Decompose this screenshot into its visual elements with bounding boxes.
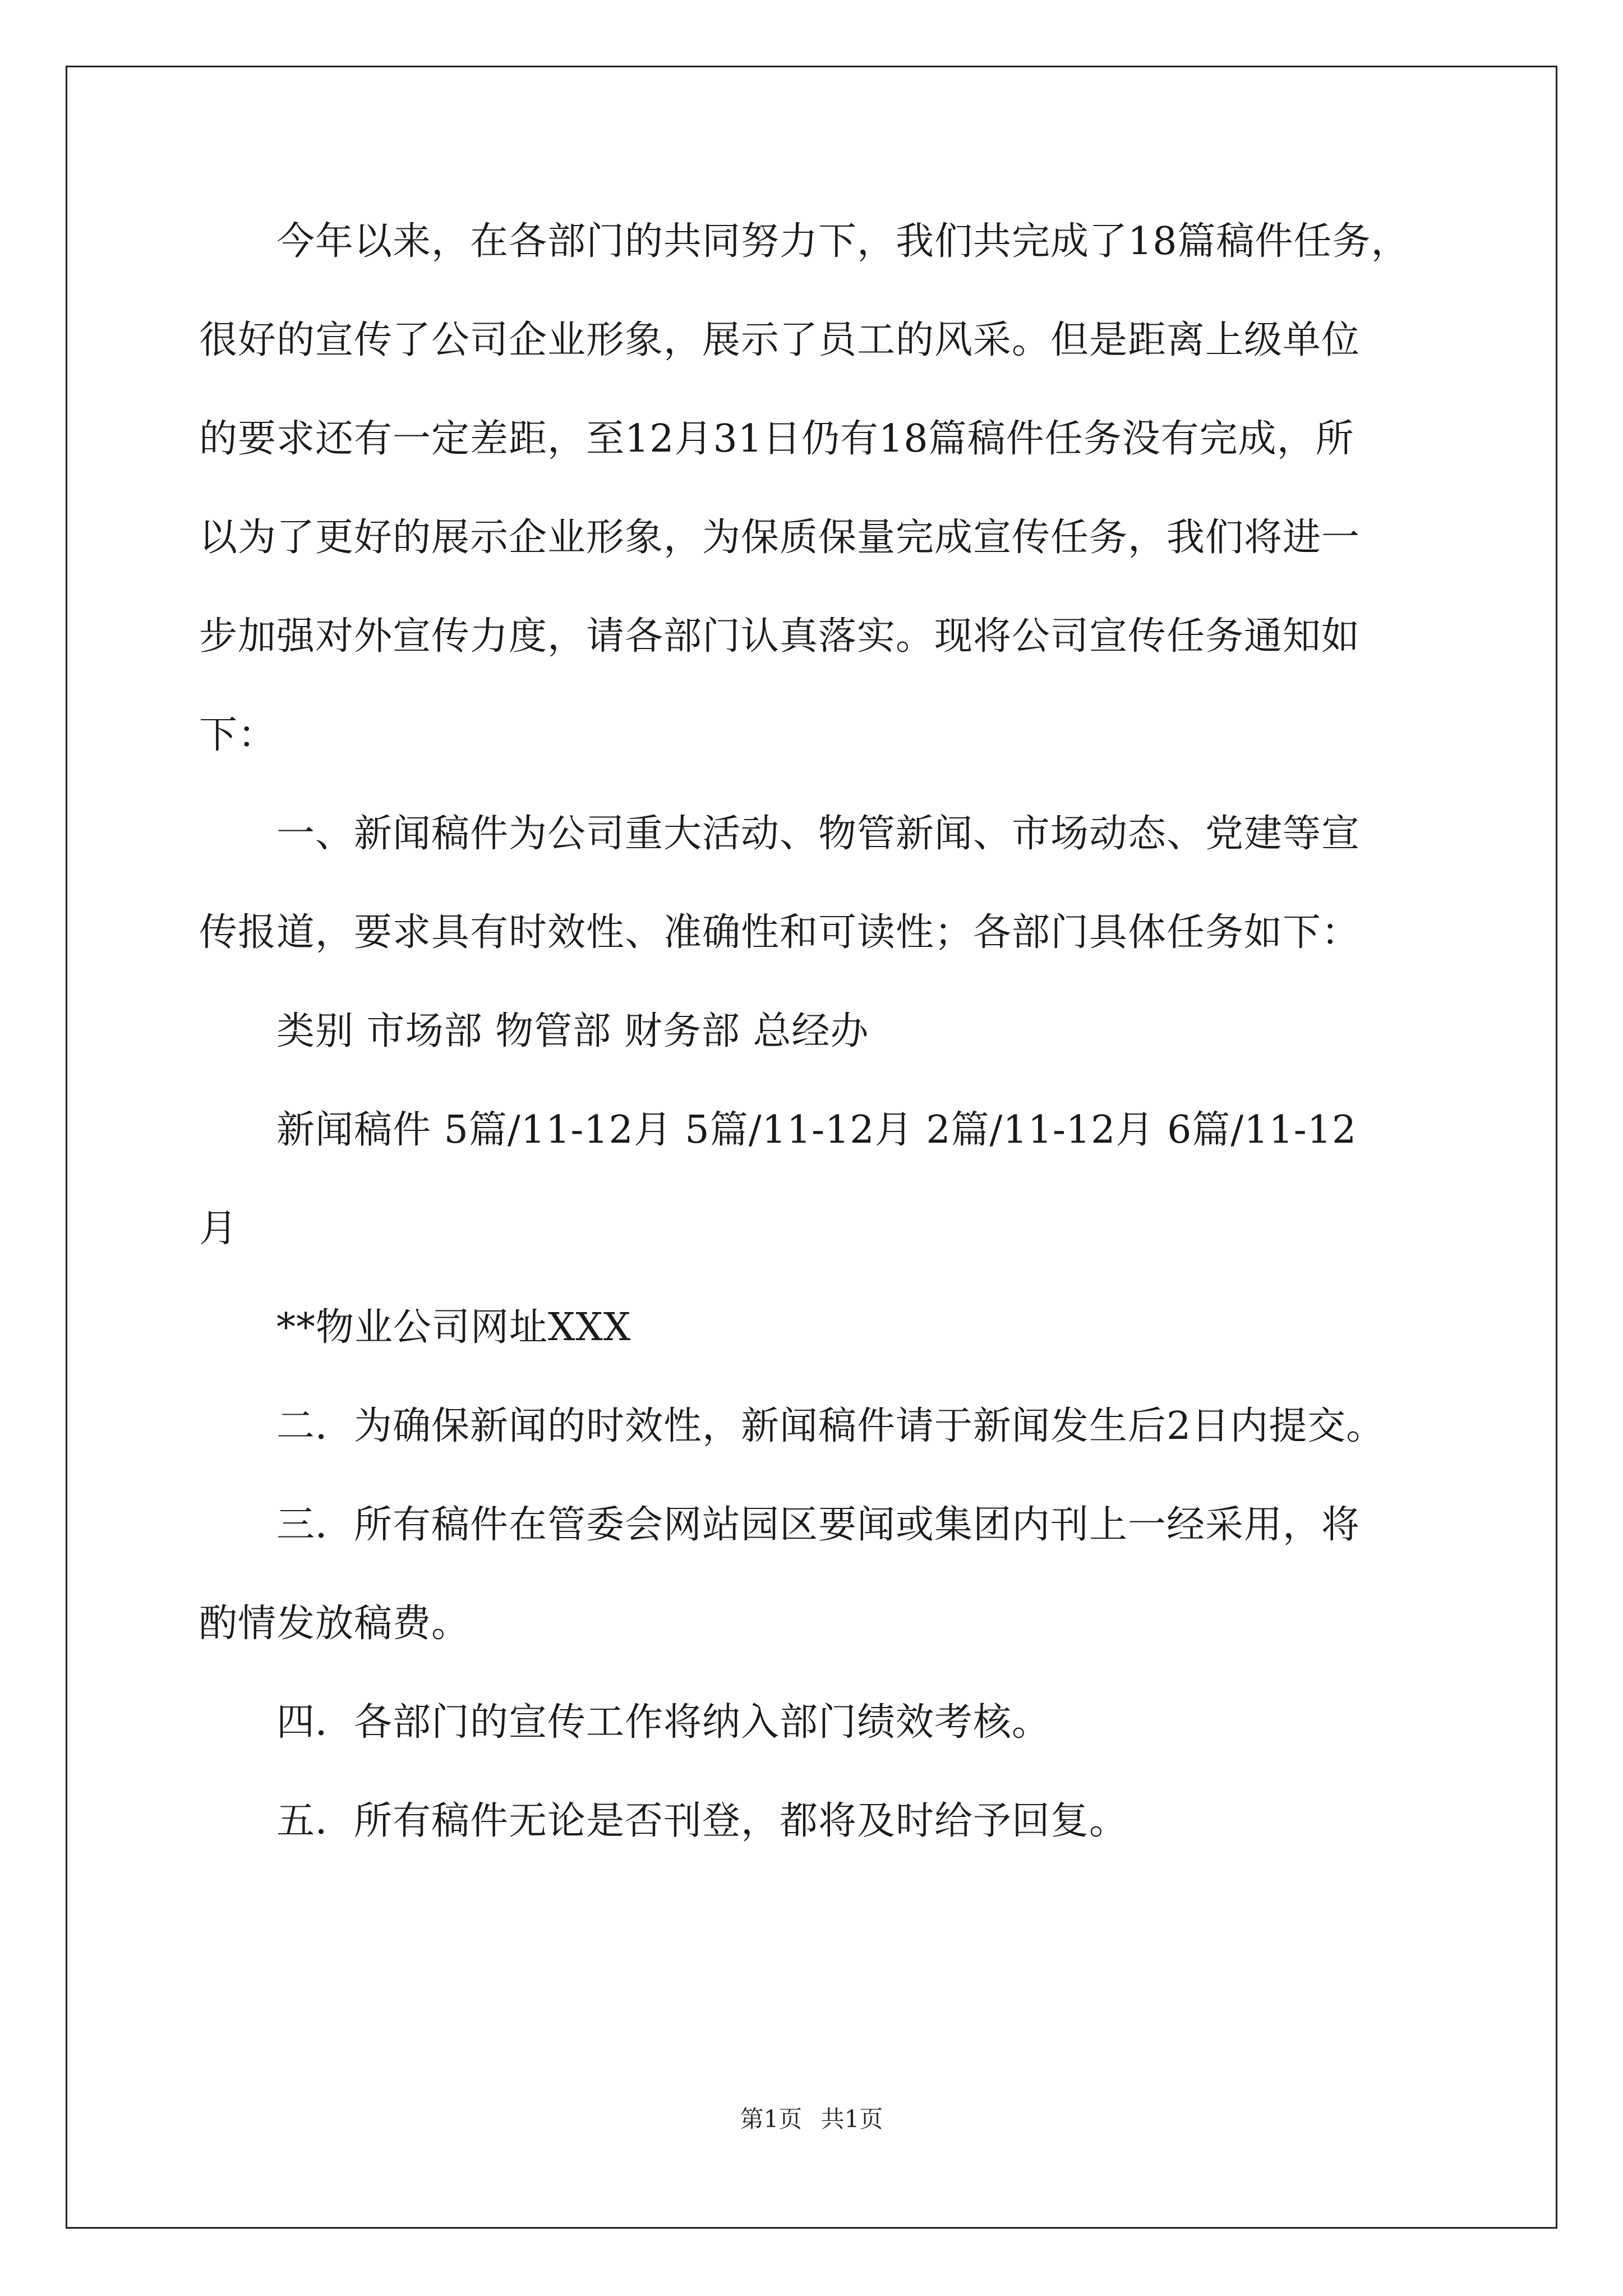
- paragraph-line: 四．各部门的宣传工作将纳入部门绩效考核。: [199, 1700, 1051, 1745]
- page-number-total: 共1页: [820, 2105, 883, 2133]
- paragraph-line: 一、新闻稿件为公司重大活动、物管新闻、市场动态、党建等宣: [199, 812, 1361, 856]
- paragraph-line: 步加强对外宣传力度，请各部门认真落实。现将公司宣传任务通知如: [199, 614, 1361, 659]
- paragraph-line: **物业公司网址XXX: [199, 1305, 631, 1350]
- paragraph-line: 二．为确保新闻的时效性，新闻稿件请于新闻发生后2日内提交。: [199, 1404, 1385, 1448]
- table-row-line: 新闻稿件 5篇/11-12月 5篇/11-12月 2篇/11-12月 6篇/11-12: [199, 1108, 1357, 1152]
- paragraph-line: 五．所有稿件无论是否刊登，都将及时给予回复。: [199, 1799, 1128, 1843]
- paragraph-line: 月: [199, 1207, 238, 1251]
- page-number-current: 第1页: [740, 2105, 803, 2133]
- paragraph-line: 很好的宣传了公司企业形象，展示了员工的风采。但是距离上级单位: [199, 318, 1361, 362]
- paragraph-line: 酌情发放稿费。: [199, 1602, 471, 1646]
- paragraph-line: 传报道，要求具有时效性、准确性和可读性；各部门具体任务如下：: [199, 910, 1361, 955]
- paragraph-line: 下：: [199, 713, 277, 757]
- paragraph-line: 的要求还有一定差距，至12月31日仍有18篇稿件任务没有完成，所: [199, 417, 1354, 461]
- paragraph-line: 今年以来，在各部门的共同努力下，我们共完成了18篇稿件任务，: [199, 219, 1410, 264]
- paragraph-line: 三．所有稿件在管委会网站园区要闻或集团内刊上一经采用，将: [199, 1503, 1361, 1547]
- paragraph-line: 以为了更好的展示企业形象，为保质保量完成宣传任务，我们将进一: [199, 516, 1361, 560]
- table-header-line: 类别 市场部 物管部 财务部 总经办: [199, 1009, 869, 1053]
- page-footer: [0, 2105, 1623, 2133]
